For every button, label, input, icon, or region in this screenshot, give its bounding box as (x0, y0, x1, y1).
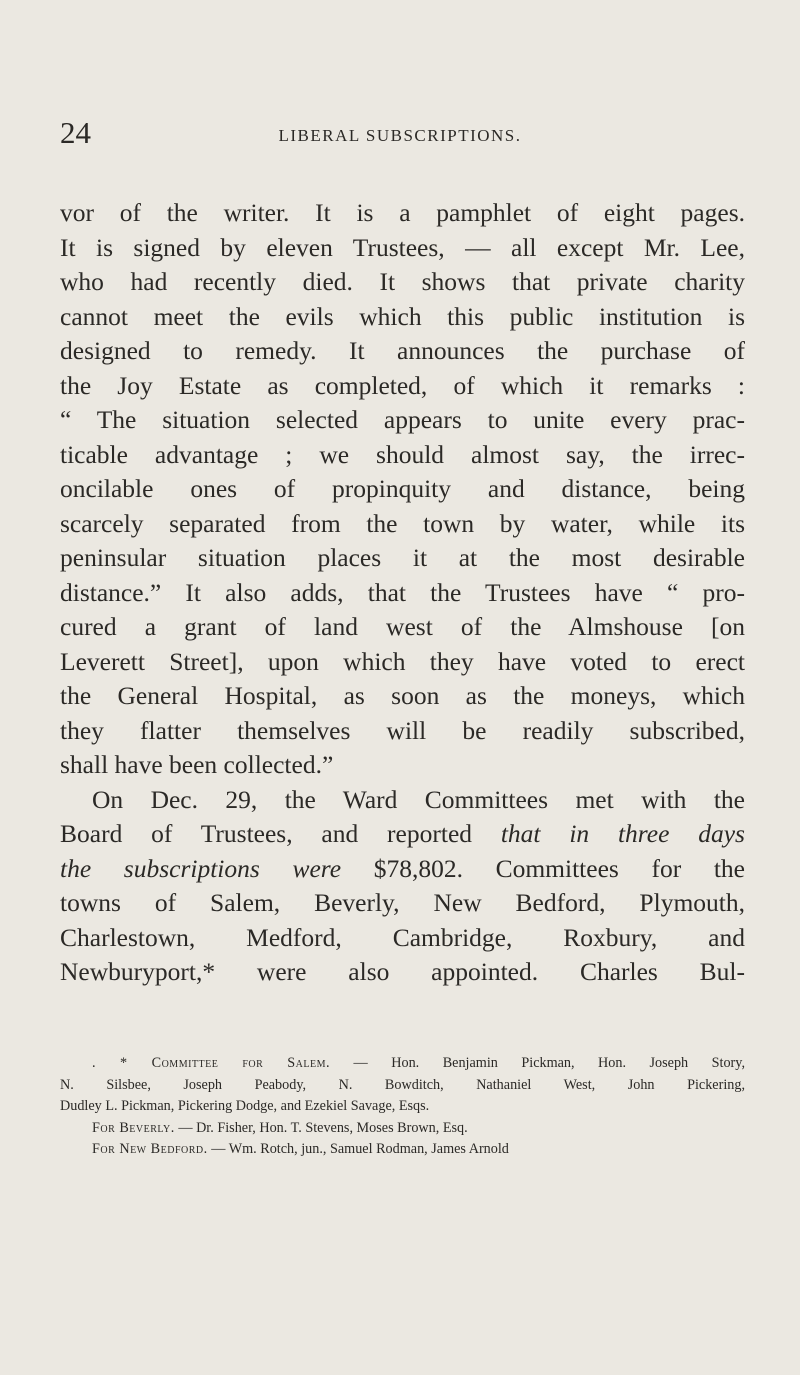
footnote-line: Dudley L. Pickman, Pickering Dodge, and Ezekiel Savage, Esqs. (60, 1098, 430, 1114)
italic-run: that in three days (500, 819, 745, 848)
footnote-text: — Wm. Rotch, jun., Samuel Rodman, James Arnold (207, 1141, 509, 1157)
footnote-line: N. Silsbee, Joseph Peabody, N. Bowditch, Nathaniel West, John Pickering, (60, 1076, 745, 1093)
text-run: $78,802. Committees for the (341, 853, 745, 883)
text-line: On Dec. 29, the Ward Committees met with the (92, 784, 745, 814)
main-text (60, 196, 745, 990)
text-line: Newburyport,* were also appointed. Charles Bul- (60, 957, 745, 986)
italic-run: the subscriptions were (60, 853, 342, 883)
text-line (60, 817, 745, 852)
page-number: 24 (60, 115, 91, 150)
footnote-heading: For New Bedford. (92, 1141, 208, 1157)
running-head: LIBERAL SUBSCRIPTIONS. (278, 126, 522, 145)
footnote-text: — Dr. Fisher, Hon. T. Stevens, Moses Brown, Esq. (174, 1119, 468, 1136)
text-line: cannot meet the evils which this public institution is (60, 301, 745, 331)
text-line: peninsular situation places it at the most desirable (60, 543, 745, 572)
text-line: designed to remedy. It announces the purchase of (60, 336, 745, 365)
text-line: shall have been collected.” (60, 750, 334, 779)
text-run: Board of Trustees, and reported (60, 819, 501, 848)
footnote-heading: For Beverly. (92, 1119, 175, 1136)
text-line: cured a grant of land west of the Almshouse [on (60, 612, 745, 641)
text-line: “ The situation selected appears to unite every prac- (60, 405, 745, 434)
text-line: scarcely separated from the town by water, while its (60, 508, 745, 538)
text-line: who had recently died. It shows that private charity (60, 267, 745, 296)
text-line: It is signed by eleven Trustees, — all except Mr. Lee, (60, 232, 745, 262)
text-line: distance.” It also adds, that the Trustees have “ pro- (60, 577, 745, 607)
footnote-heading: . * Committee for Salem. (92, 1055, 331, 1071)
text-line: oncilable ones of propinquity and distance, being (60, 474, 745, 503)
footnote-line (60, 1053, 745, 1075)
text-line: ticable advantage ; we should almost say, the irrec- (60, 439, 745, 469)
text-line: the General Hospital, as soon as the moneys, which (60, 681, 745, 710)
text-line: Charlestown, Medford, Cambridge, Roxbury, and (60, 922, 745, 952)
text-line: vor of the writer. It is a pamphlet of eight pages. (60, 198, 745, 227)
page-header (0, 115, 800, 150)
footnote-text: — Hon. Benjamin Pickman, Hon. Joseph Story, (330, 1055, 746, 1071)
text-line (60, 852, 745, 887)
text-line: Leverett Street], upon which they have voted to erect (60, 646, 745, 676)
text-line: towns of Salem, Beverly, New Bedford, Plymouth, (60, 888, 745, 917)
text-line: they flatter themselves will be readily subscribed, (60, 715, 745, 745)
footnotes (60, 1053, 745, 1161)
text-line: the Joy Estate as completed, of which it remarks : (60, 370, 745, 400)
footnote-line (60, 1118, 745, 1140)
footnote-line (60, 1139, 745, 1161)
